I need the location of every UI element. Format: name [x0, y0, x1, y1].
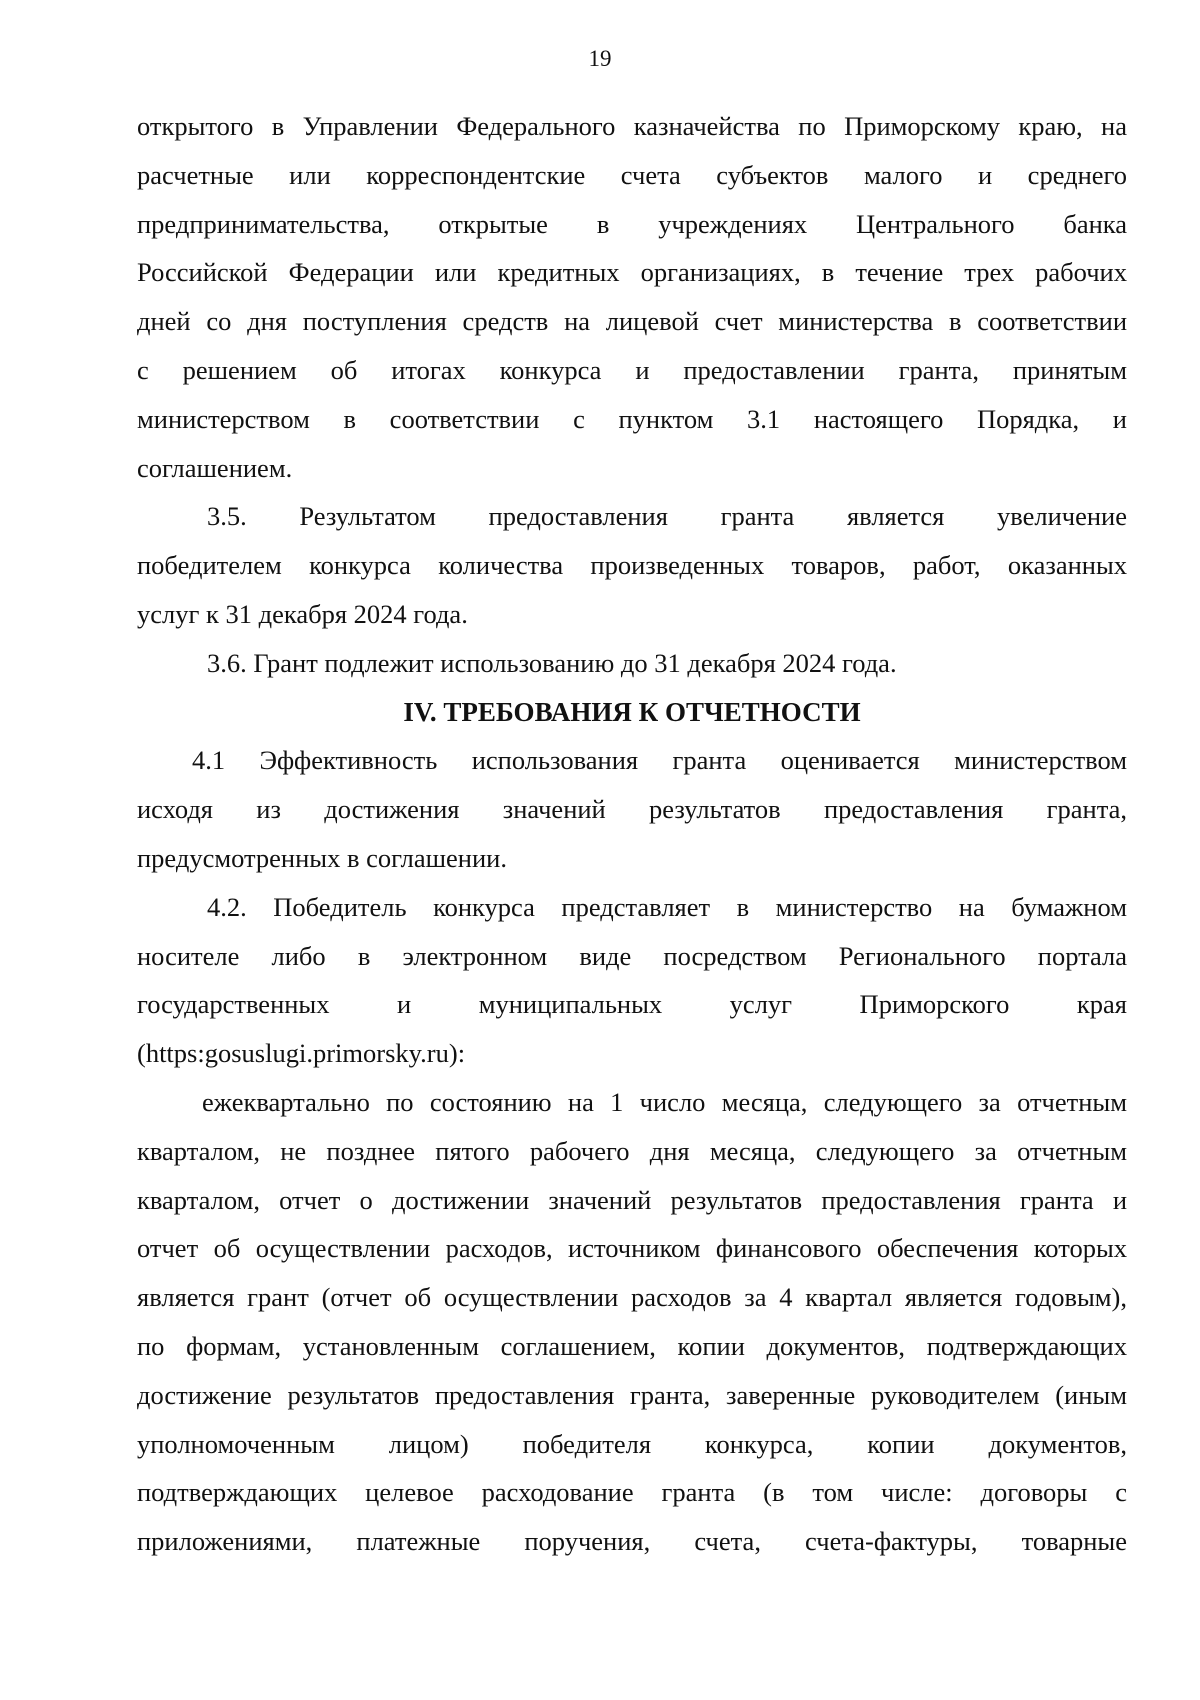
text-line: министерством в соответствии с пунктом 3.1 настоящего Порядка, и	[137, 403, 1127, 434]
text-line: (https:gosuslugi.primorsky.ru):	[137, 1038, 466, 1069]
text-line: исходя из достижения значений результатов предоставления гранта,	[137, 794, 1127, 825]
text-line: дней со дня поступления средств на лицевой счет министерства в соответствии	[137, 306, 1127, 337]
text-line: услуг к 31 декабря 2024 года.	[137, 598, 468, 629]
text-line: приложениями, платежные поручения, счета, счета-фактуры, товарные	[137, 1526, 1127, 1557]
text-line: предпринимательства, открытые в учреждениях Центрального банка	[137, 208, 1127, 239]
text-line: отчет об осуществлении расходов, источником финансового обеспечения которых	[137, 1233, 1127, 1264]
text-line: с решением об итогах конкурса и предоставлении гранта, принятым	[137, 354, 1127, 385]
section-heading: IV. ТРЕБОВАНИЯ К ОТЧЕТНОСТИ	[403, 696, 861, 727]
text-line: расчетные или корреспондентские счета субъектов малого и среднего	[137, 159, 1127, 190]
text-line: открытого в Управлении Федерального казначейства по Приморскому краю, на	[137, 111, 1127, 141]
text-line: победителем конкурса количества произведенных товаров, работ, оказанных	[137, 550, 1127, 581]
text-line: является грант (отчет об осуществлении расходов за 4 квартал является годовым),	[137, 1282, 1127, 1313]
document-body	[137, 102, 1127, 1566]
text-line: ежеквартально по состоянию на 1 число месяца, следующего за отчетным	[202, 1086, 1127, 1117]
text-line: 4.2. Победитель конкурса представляет в министерство на бумажном	[207, 891, 1127, 922]
text-line: Российской Федерации или кредитных организациях, в течение трех рабочих	[137, 257, 1127, 288]
text-line: 3.6. Грант подлежит использованию до 31 декабря 2024 года.	[207, 647, 897, 678]
text-line: носителе либо в электронном виде посредством Регионального портала	[137, 940, 1127, 971]
text-line: подтверждающих целевое расходование гранта (в том числе: договоры с	[137, 1477, 1127, 1508]
text-line: уполномоченным лицом) победителя конкурса, копии документов,	[137, 1428, 1127, 1459]
text-line: кварталом, отчет о достижении значений результатов предоставления гранта и	[137, 1184, 1127, 1215]
page-number: 19	[588, 46, 612, 71]
text-line: соглашением.	[137, 452, 293, 483]
text-line: предусмотренных в соглашении.	[137, 842, 507, 873]
text-line: кварталом, не позднее пятого рабочего дня месяца, следующего за отчетным	[137, 1135, 1127, 1166]
text-line: 3.5. Результатом предоставления гранта является увеличение	[207, 501, 1127, 532]
text-line: государственных и муниципальных услуг Приморского края	[137, 989, 1127, 1020]
text-line: по формам, установленным соглашением, копии документов, подтверждающих	[137, 1330, 1127, 1361]
text-line: 4.1 Эффективность использования гранта оценивается министерством	[192, 745, 1127, 776]
text-line: достижение результатов предоставления гранта, заверенные руководителем (иным	[137, 1379, 1127, 1410]
